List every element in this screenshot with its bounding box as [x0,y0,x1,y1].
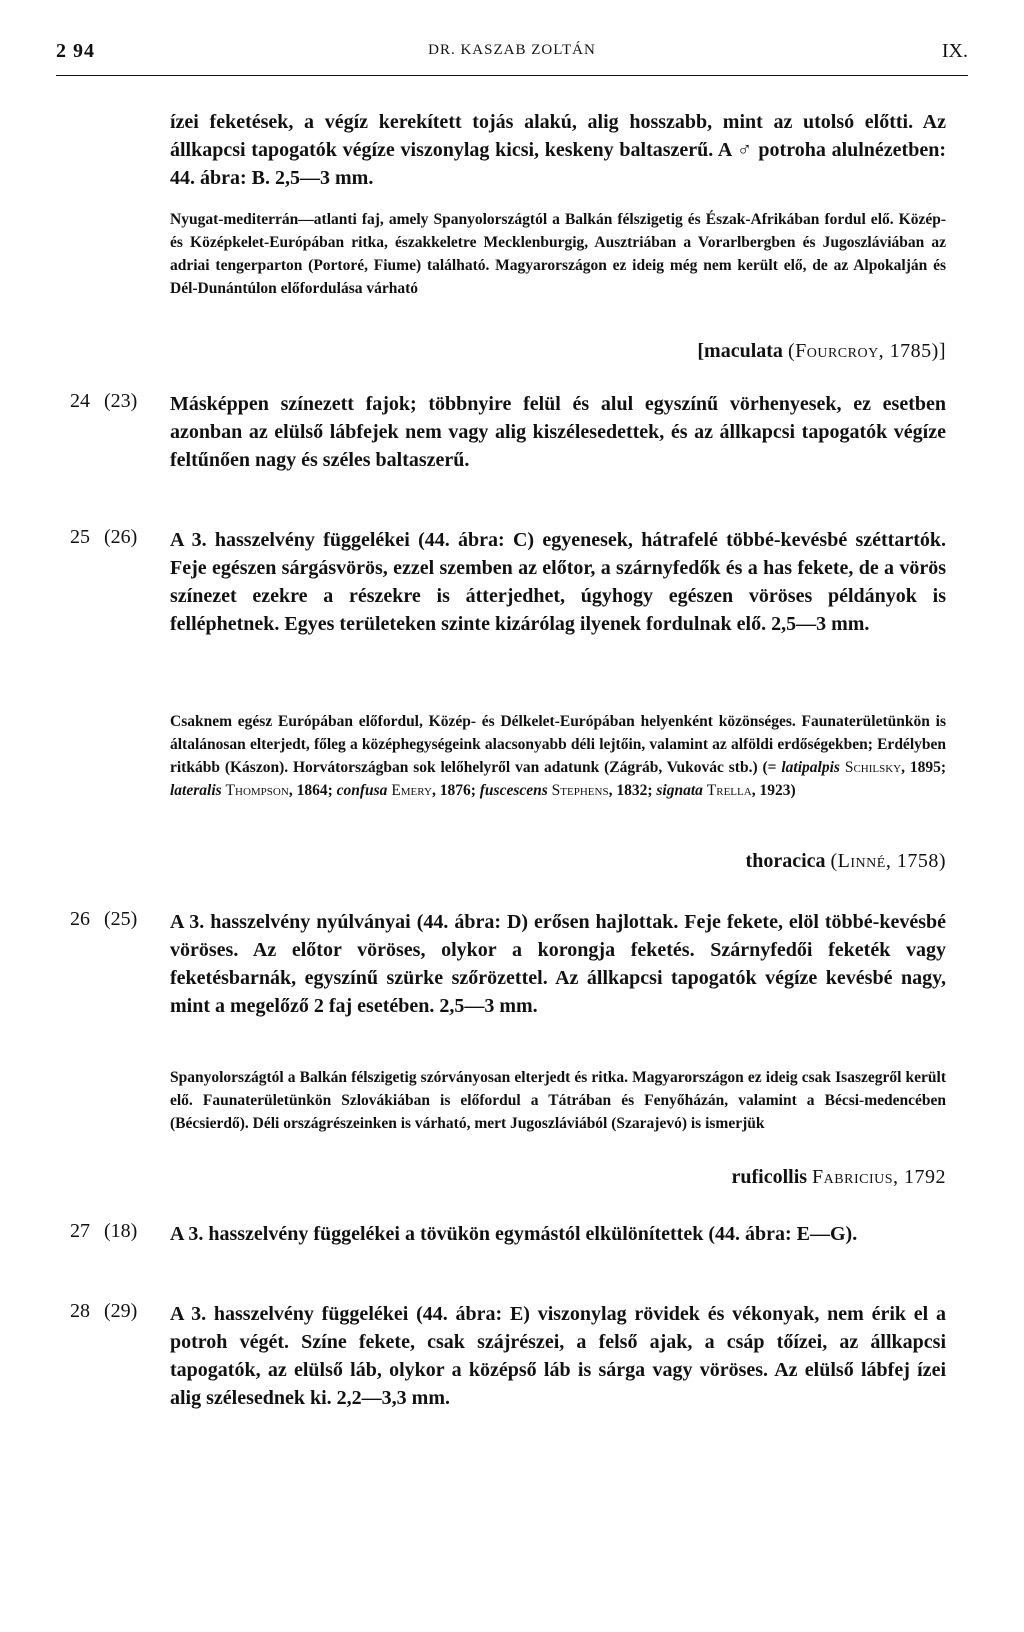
couplet-number-24 [70,390,137,413]
synonym: confusa [336,782,388,799]
synonym-author: Thompson [225,782,289,799]
couplet-25-distribution-note [170,710,946,802]
couplet-number: 24 [70,390,90,412]
page-header [56,40,968,64]
species-author: (Linné, 1758) [830,850,946,872]
synonym-author: Trella [706,782,752,799]
synonym-author: Emery [391,782,432,799]
couplet-number-26 [70,908,137,931]
couplet-reference: (26) [104,526,138,548]
synonym: latipalpis [781,759,840,776]
couplet-reference: (18) [104,1220,138,1242]
header-rule [56,75,968,76]
couplet-reference: (23) [104,390,138,412]
species-thoracica [746,850,946,873]
species-maculata [697,340,946,363]
couplet-26-text: A 3. hasszelvény nyúlványai (44. ábra: D) erősen hajlottak. Feje fekete, elöl többé-kevésbé vöröses. Az előtor vöröses, olykor a korongja feketés. Szárnyfedői feketék vagy feketésbarnák, egyszínű szürke szőrözettel. Az állkapcsi tapogatók végíze kevésbé nagy, mint a megelőző 2 faj esetében. 2,5—3 mm. [170,911,946,1017]
species-author: Fabricius, 1792 [812,1166,946,1188]
couplet-reference: (29) [104,1300,138,1322]
synonym: lateralis [170,782,222,799]
intro-text: ízei feketések, a végíz kerekített tojás alakú, alig hosszabb, mint az utolsó előtti. Az állkapcsi tapogatók végíze viszonylag kicsi, keskeny baltaszerű. A ♂ potroha alulnézetben: 44. ábra: B. 2,5—3 mm. [170,111,946,189]
couplet-26-distribution-note: Spanyolországtól a Balkán félszigetig szórványosan elterjedt és ritka. Magyarországon ez ideig csak Isaszegről került elő. Faunaterületünkön Szlovákiában is előfordul a Tátrában és Fenyőházán, valamint a Bécsi-medencében (Bécsierdő). Déli országrészeinken is várható, mert Jugoszláviából (Szarajevó) is ismerjük [170,1069,946,1132]
synonym: signata [656,782,703,799]
running-author: DR. KASZAB ZOLTÁN [428,42,596,58]
couplet-number: 26 [70,908,90,930]
couplet-28-text: A 3. hasszelvény függelékei (44. ábra: E) viszonylag rövidek és vékonyak, nem érik el a potroh végét. Színe fekete, csak szájrészei, a felső ajak, a csáp tőízei, az állkapcsi tapogatók, az elülső láb, olykor a középső láb is sárga vagy vöröses. Az elülső lábfej ízei alig szélesednek ki. 2,2—3,3 mm. [170,1303,946,1409]
species-author: (Fourcroy, 1785)] [787,340,946,362]
synonym-year: , 1895; [901,759,947,776]
couplet-number-25 [70,526,137,549]
synonym-year: , 1832; [608,782,653,799]
page-number: 2 94 [56,40,95,62]
couplet-number: 28 [70,1300,90,1322]
note-text: Csaknem egész Európában előfordul, Közép- és Délkelet-Európában helyenként közönséges. Faunaterületünkön is általánosan elterjedt, főleg a középhegységeink alacsonyabb déli lejtőin, valamint az alföldi erdőségekben; Erdélyben ritkább (Kászon). Horvátországban sok lelőhelyről van adatunk (Zágráb, Vukovác stb.) (= [170,713,946,776]
species-ruficollis [731,1166,946,1189]
intro-distribution-note: Nyugat-mediterrán—atlanti faj, amely Spanyolországtól a Balkán félszigetig és Észak-Afrikában fordul elő. Közép- és Középkelet-Európában ritka, északkeletre Mecklenburgig, Ausztriában a Vorarlbergben és Jugoszláviában az adriai tengerparton (Portoré, Fiume) található. Magyarországon ez ideig még nem került elő, de az Alpokalján és Dél-Dunántúlon előfordulása várható [170,211,946,297]
couplet-number: 25 [70,526,90,548]
couplet-reference: (25) [104,908,138,930]
synonym-author: Stephens [551,782,609,799]
species-name: thoracica [745,850,826,872]
synonym-author: Schilsky [844,759,902,776]
synonym-year: , 1876; [431,782,476,799]
species-name: ruficollis [731,1166,808,1188]
chapter-number: IX. [941,40,968,62]
synonym-year: , 1923) [751,782,796,799]
couplet-number-28 [70,1300,137,1323]
couplet-25-text: A 3. hasszelvény függelékei (44. ábra: C) egyenesek, hátrafelé többé-kevésbé széttartók. Feje egészen sárgásvörös, ezzel szemben az előtor, a szárnyfedők és a has fekete, de a vörös színezet ezekre a részekre is átterjedhet, úgyhogy egészen vöröses példányok is felléphetnek. Egyes területeken szinte kizárólag ilyenek fordulnak elő. 2,5—3 mm. [170,529,946,635]
couplet-27-text: A 3. hasszelvény függelékei a tövükön egymástól elkülönítettek (44. ábra: E—G). [170,1223,858,1245]
synonym: fuscescens [479,782,548,799]
synonym-year: , 1864; [288,782,333,799]
couplet-number: 27 [70,1220,90,1242]
species-name: [maculata [697,340,783,362]
couplet-number-27 [70,1220,137,1243]
couplet-24-text: Másképpen színezett fajok; többnyire felül és alul egyszínű vörhenyesek, ez esetben azonban az elülső lábfejek nem vagy alig kiszélesedettek, és az állkapcsi tapogatók végíze feltűnően nagy és széles baltaszerű. [170,393,946,471]
